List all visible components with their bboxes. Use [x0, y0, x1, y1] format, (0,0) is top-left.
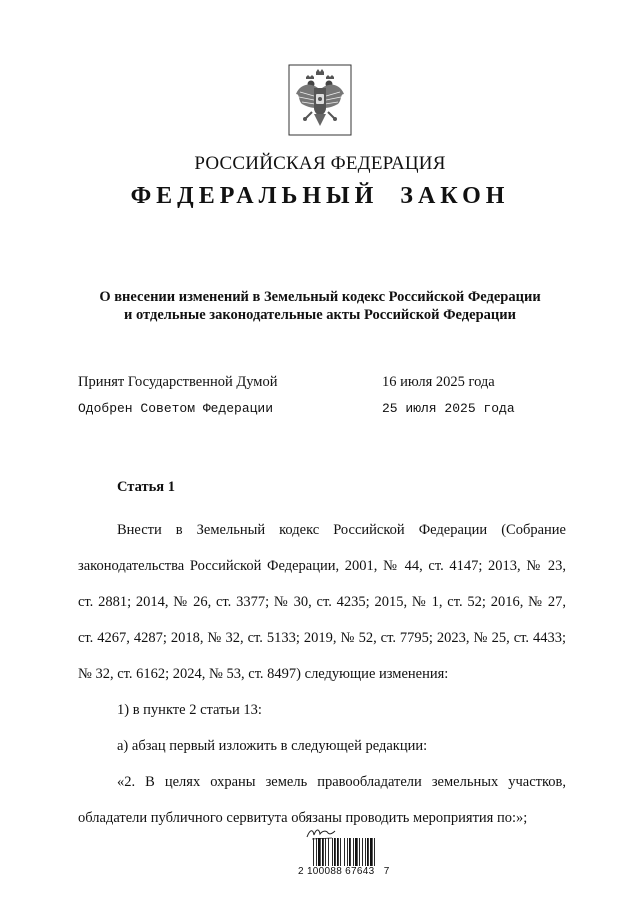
barcode [312, 838, 396, 866]
law-title [0, 288, 640, 324]
body-line: № 32, ст. 6162; 2024, № 53, ст. 8497) следующие изменения: [78, 666, 449, 682]
body-line: Внести в Земельный кодекс Российской Федерации (Собрание [117, 522, 566, 538]
body-line: «2. В целях охраны земель правообладатели земельных участков, [117, 774, 566, 790]
document-type: ФЕДЕРАЛЬНЫЙ ЗАКОН [130, 183, 510, 209]
body-line: ст. 2881; 2014, № 26, ст. 3377; № 30, ст. 4235; 2015, № 1, ст. 52; 2016, № 27, [78, 594, 566, 610]
council-date: 25 июля 2025 года [382, 401, 515, 416]
coat-of-arms-emblem [288, 64, 352, 136]
body-line: обладатели публичного сервитута обязаны проводить мероприятия по:»; [78, 810, 528, 826]
council-label: Одобрен Советом Федерации [78, 401, 274, 416]
article-heading: Статья 1 [117, 479, 175, 495]
duma-adoption-row [78, 374, 578, 394]
duma-date: 16 июля 2025 года [382, 374, 495, 390]
article-body [78, 512, 566, 836]
council-approval-row [78, 401, 578, 421]
body-line: а) абзац первый изложить в следующей редакции: [117, 738, 428, 754]
duma-label: Принят Государственной Думой [78, 374, 278, 390]
country-name: РОССИЙСКАЯ ФЕДЕРАЦИЯ [194, 153, 446, 174]
barcode-number: 2 100088 67643 7 [298, 866, 390, 877]
law-title-line-2: и отдельные законодательные акты Российской Федерации [124, 307, 516, 323]
body-line: 1) в пункте 2 статьи 13: [117, 702, 262, 718]
body-line: ст. 4267, 4287; 2018, № 32, ст. 5133; 2019, № 52, ст. 7795; 2023, № 25, ст. 4433; [78, 630, 566, 646]
body-line: законодательства Российской Федерации, 2001, № 44, ст. 4147; 2013, № 23, [78, 558, 566, 574]
law-title-line-1: О внесении изменений в Земельный кодекс Российской Федерации [99, 289, 541, 305]
